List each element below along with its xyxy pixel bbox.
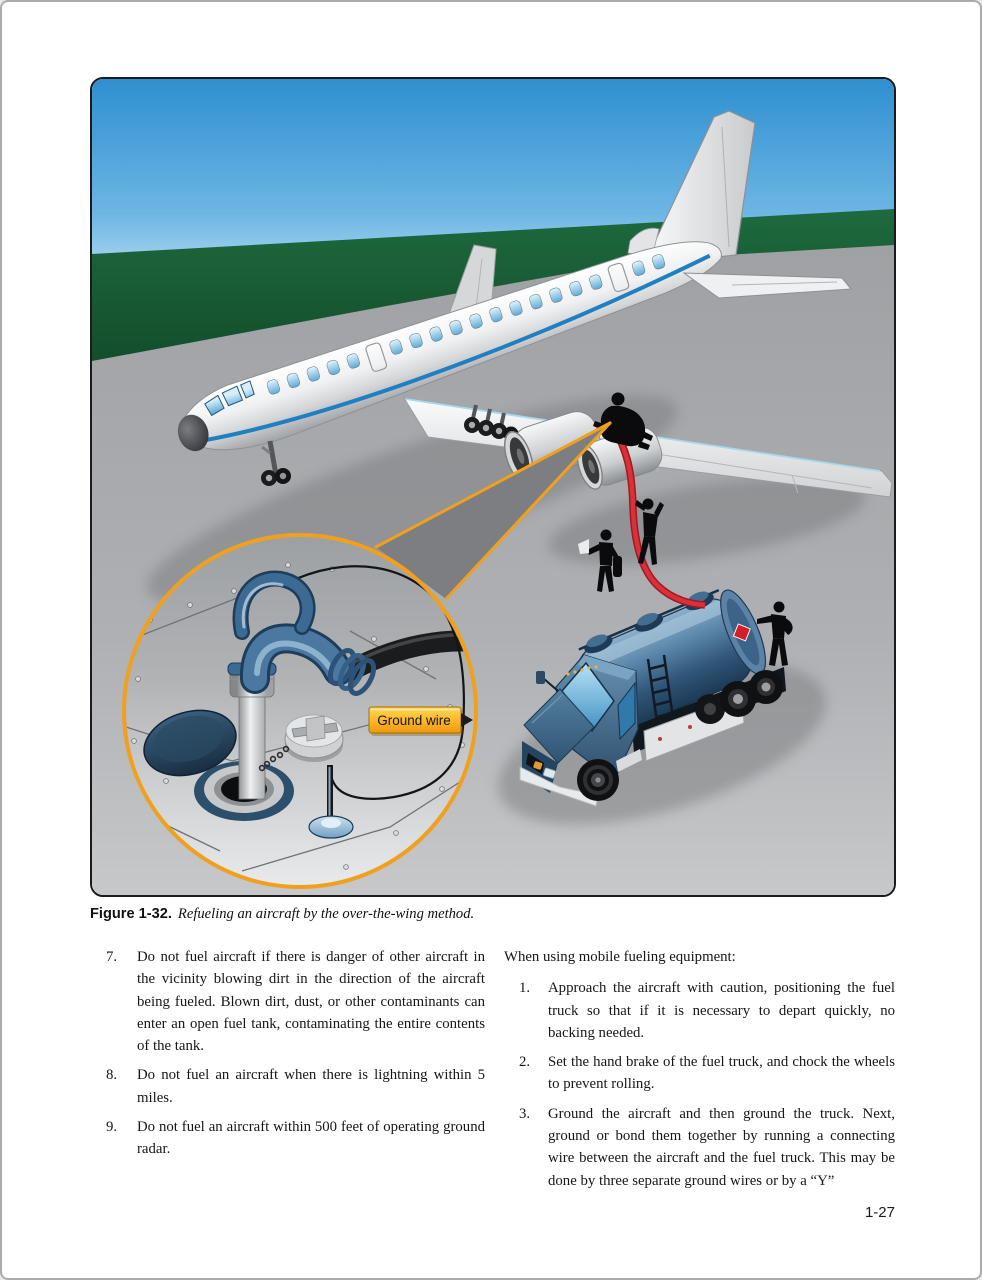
callout-text: Ground wire bbox=[377, 713, 451, 728]
list-item-text: Do not fuel an aircraft within 500 feet of operating ground radar. bbox=[137, 1119, 485, 1158]
list-item bbox=[504, 1051, 898, 1096]
list-item-text: Set the hand brake of the fuel truck, and chock the wheels to prevent rolling. bbox=[548, 1054, 895, 1093]
list-item bbox=[504, 977, 898, 1044]
list-item-text: Approach the aircraft with caution, positioning the fuel truck so that if it is necessary to depart quickly, no backing needed. bbox=[548, 980, 895, 1041]
figure-caption-text: Refueling an aircraft by the over-the-wing method. bbox=[177, 906, 475, 922]
list-item-text: Ground the aircraft and then ground the truck. Next, ground or bond them together by running a connecting wire between the aircraft and the fuel truck. This may be done by three separate ground wires or by a “Y” bbox=[548, 1105, 895, 1189]
front-wheel bbox=[577, 759, 619, 801]
ground-wire-callout bbox=[369, 707, 473, 736]
right-text-column bbox=[504, 946, 898, 1199]
page-number: 1-27 bbox=[864, 1204, 895, 1221]
refueling-illustration bbox=[92, 79, 894, 895]
figure-1-32-frame bbox=[90, 77, 896, 897]
list-item-number: 3. bbox=[519, 1105, 531, 1122]
figure-caption-label: Figure 1-32. bbox=[90, 906, 172, 922]
figure-caption bbox=[90, 905, 896, 924]
fire-extinguisher bbox=[613, 556, 622, 577]
list-item bbox=[90, 946, 490, 1057]
list-item bbox=[90, 1116, 490, 1161]
list-item bbox=[504, 1103, 898, 1192]
list-item bbox=[90, 1064, 490, 1109]
left-text-column bbox=[90, 946, 490, 1168]
list-item-number: 7. bbox=[106, 949, 118, 965]
section-intro: When using mobile fueling equipment: bbox=[504, 949, 736, 965]
list-item-number: 8. bbox=[106, 1067, 118, 1084]
list-item-number: 9. bbox=[106, 1119, 118, 1136]
list-item-number: 1. bbox=[519, 980, 531, 997]
list-item-text: Do not fuel aircraft if there is danger of other aircraft in the vicinity blowing dirt in the direction of the aircraft being fueled. Blown dirt, dust, or other contaminants can enter an open fuel tank, contaminating the entire contents of the tank. bbox=[137, 949, 485, 1055]
list-item-text: Do not fuel an aircraft when there is lightning within 5 miles. bbox=[137, 1067, 485, 1106]
list-item-number: 2. bbox=[519, 1054, 531, 1071]
